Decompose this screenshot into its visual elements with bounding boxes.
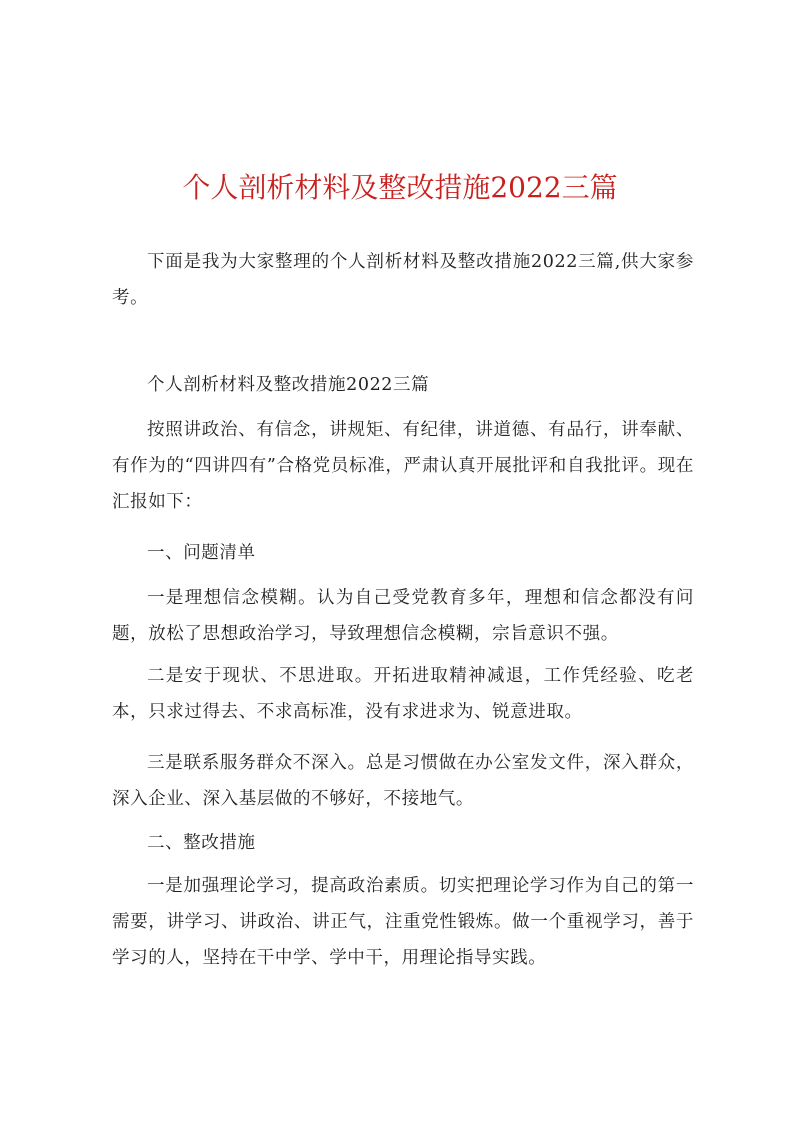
section-heading: 个人剖析材料及整改措施2022三篇 — [147, 375, 430, 395]
intro-paragraph: 下面是我为大家整理的个人剖析材料及整改措施2022三篇,供大家参考。 — [112, 252, 694, 308]
body-paragraph: 三是联系服务群众不深入。总是习惯做在办公室发文件，深入群众，深入企业、深入基层做的不够好，不接地气。 — [112, 753, 694, 809]
body-paragraph: 二是安于现状、不思进取。开拓进取精神减退，工作凭经验、吃老本，只求过得去、不求高标准，没有求进求为、锐意进取。 — [112, 666, 694, 722]
body-paragraph: 一是理想信念模糊。认为自己受党教育多年，理想和信念都没有问题，放松了思想政治学习，导致理想信念模糊，宗旨意识不强。 — [112, 588, 694, 644]
body-paragraph: 一是加强理论学习，提高政治素质。切实把理论学习作为自己的第一需要，讲学习、讲政治、讲正气，注重党性锻炼。做一个重视学习，善于学习的人，坚持在干中学、学中干，用理论指导实践。 — [112, 876, 694, 968]
subheading-problem-list: 一、问题清单 — [147, 543, 256, 563]
document-title: 个人剖析材料及整改措施2022三篇 — [182, 171, 618, 204]
subheading-rectification: 二、整改措施 — [147, 833, 256, 853]
body-paragraph: 按照讲政治、有信念，讲规矩、有纪律，讲道德、有品行，讲奉献、有作为的“四讲四有”合格党员标准，严肃认真开展批评和自我批评。现在汇报如下： — [112, 420, 694, 512]
